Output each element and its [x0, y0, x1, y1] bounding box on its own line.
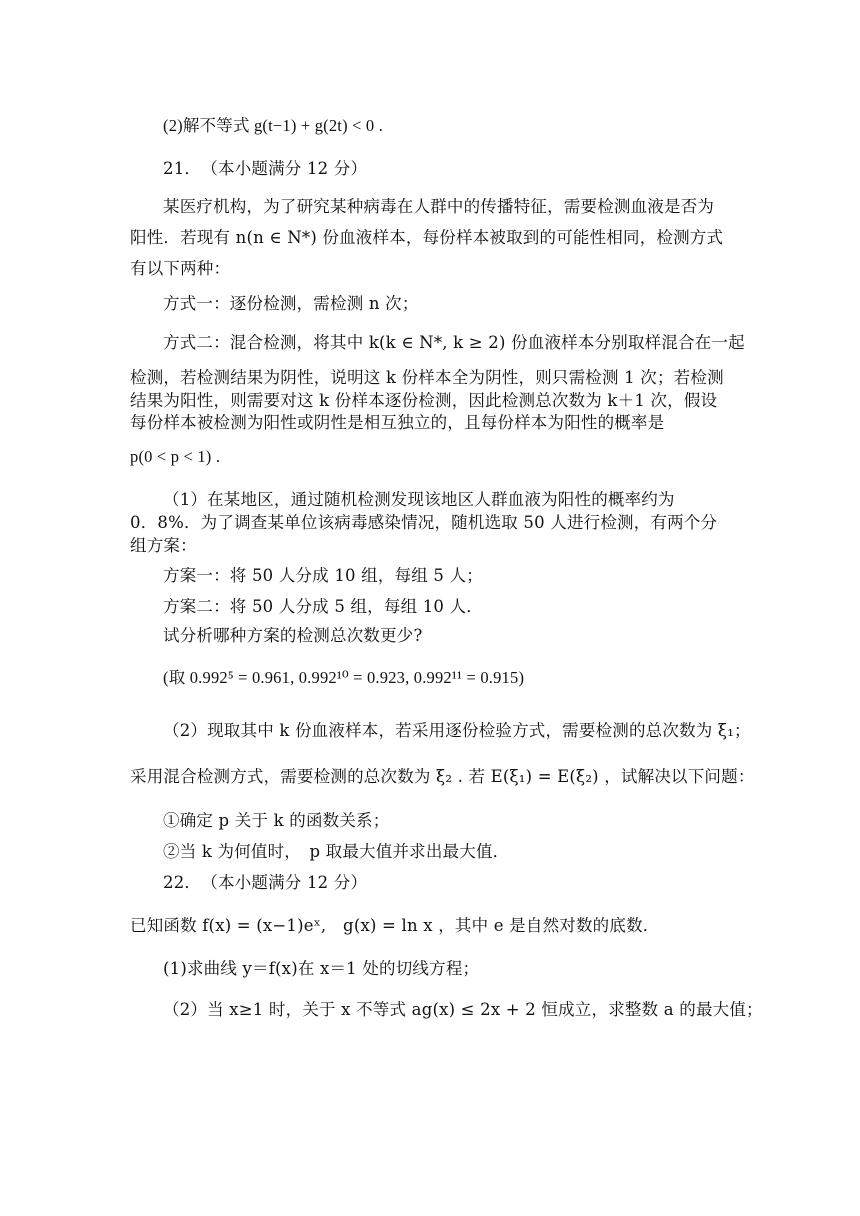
- method-two-line-3: 结果为阳性，则需要对这 k 份样本逐份检测，因此检测总次数为 k＋1 次，假设: [130, 391, 718, 410]
- probability-range: p(0 < p < 1) .: [130, 447, 221, 466]
- part-2-line-1: （2）现取其中 k 份血液样本，若采用逐份检验方式，需要检测的总次数为 ξ₁；: [163, 721, 751, 740]
- question-22-part-1: (1)求曲线 y＝f(x)在 x＝1 处的切线方程；: [163, 959, 480, 978]
- question-21-intro-line-2: 阳性．若现有 n(n ∈ N*) 份血液样本，每份样本被取到的可能性相同，检测方式: [130, 228, 724, 247]
- question-21-header: 21． （本小题满分 12 分）: [163, 159, 368, 178]
- question-22-part-2: （2）当 x≥1 时，关于 x 不等式 ag(x) ≤ 2x + 2 恒成立，求整数 a 的最大值；: [163, 1000, 763, 1019]
- part-1-question: 试分析哪种方案的检测总次数更少?: [163, 626, 423, 645]
- question-22-header: 22． （本小题满分 12 分）: [163, 873, 368, 892]
- question-21-intro-line-1: 某医疗机构，为了研究某种病毒在人群中的传播特征，需要检测血液是否为: [163, 197, 715, 216]
- method-two-line-1: 方式二：混合检测，将其中 k(k ∈ N*, k ≥ 2) 份血液样本分别取样混合在一起: [163, 333, 745, 352]
- part-1-line-2: 0．8%．为了调查某单位该病毒感染情况，随机选取 50 人进行检测，有两个分: [130, 513, 718, 532]
- method-two-line-4: 每份样本被检测为阳性或阴性是相互独立的，且每份样本为阳性的概率是: [130, 413, 665, 432]
- plan-one: 方案一：将 50 人分成 10 组，每组 5 人；: [163, 566, 483, 585]
- question-21-intro-line-3: 有以下两种：: [130, 259, 231, 278]
- question-20-part-2: (2)解不等式 g(t−1) + g(2t) < 0 .: [163, 116, 384, 135]
- part-2-line-2: 采用混合检测方式，需要检测的总次数为 ξ₂ . 若 E(ξ₁) = E(ξ₂) ，试解决以下问题：: [130, 767, 755, 786]
- plan-two: 方案二：将 50 人分成 5 组，每组 10 人．: [163, 597, 483, 616]
- part-2-item-1: ①确定 p 关于 k 的函数关系；: [163, 811, 390, 830]
- part-1-line-1: （1）在某地区，通过随机检测发现该地区人群血液为阳性的概率约为: [163, 490, 675, 509]
- given-values: (取 0.992⁵ = 0.961, 0.992¹⁰ = 0.923, 0.992¹¹ = 0.915): [163, 668, 525, 687]
- part-2-item-2: ②当 k 为何值时， p 取最大值并求出最大值．: [163, 842, 510, 861]
- question-22-intro: 已知函数 f(x) = (x−1)eˣ, g(x) = ln x ，其中 e 是自然对数的底数．: [130, 916, 660, 935]
- part-1-line-3: 组方案：: [130, 536, 197, 555]
- method-two-line-2: 检测，若检测结果为阴性，说明这 k 份样本全为阴性，则只需检测 1 次；若检测: [130, 368, 724, 387]
- method-one: 方式一：逐份检测，需检测 n 次；: [163, 294, 419, 313]
